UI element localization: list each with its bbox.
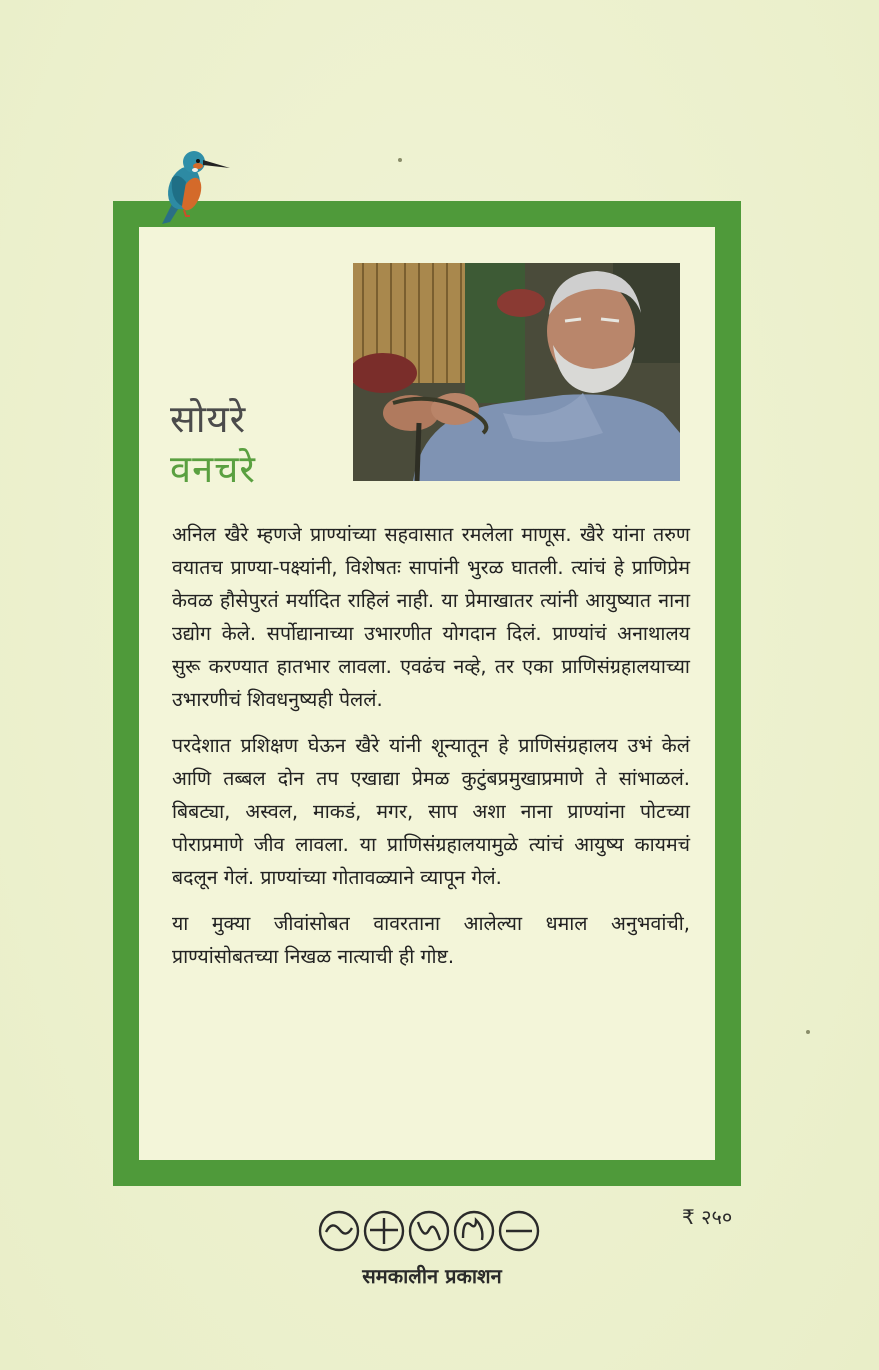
price: ₹ २५०: [682, 1205, 733, 1229]
blurb-paragraph-3: या मुक्या जीवांसोबत वावरताना आलेल्या धमाल अनुभवांची, प्राण्यांसोबतच्या निखळ नात्याची ही गोष्ट.: [172, 912, 690, 968]
speck: [398, 158, 402, 162]
book-title-line1: सोयरे: [170, 397, 247, 441]
kingfisher-icon: [158, 142, 232, 226]
blurb-paragraph-1: अनिल खैरे म्हणजे प्राण्यांच्या सहवासात रमलेला माणूस. खैरे यांना तरुण वयातच प्राण्या-पक्ष्यांनी, विशेषतः सापांनी भुरळ घातली. त्यांचं हे प्राणिप्रेम केवळ हौसेपुरतं मर्यादित राहिलं नाही. या प्रेमाखातर त्यांनी आयुष्यात नाना उद्योग केले. सर्पोद्यानाच्या उभारणीत योगदान दिलं. प्राण्यांचं अनाथालय सुरू करण्यात हातभार लावला. एवढंच नव्हे, तर एका प्राणिसंग्रहालयाच्या उभारणीचं शिवधनुष्यही पेललं.: [172, 523, 690, 711]
samakaleen-logo-icon: [318, 1210, 546, 1252]
speck: [806, 1030, 810, 1034]
blurb: [172, 518, 690, 986]
author-photo: [353, 263, 680, 481]
publisher-name: समकालीन प्रकाशन: [362, 1264, 502, 1288]
blurb-paragraph-2: परदेशात प्रशिक्षण घेऊन खैरे यांनी शून्यातून हे प्राणिसंग्रहालय उभं केलं आणि तब्बल दोन तप एखाद्या प्रेमळ कुटुंबप्रमुखाप्रमाणे ते सांभाळलं. बिबट्या, अस्वल, माकडं, मगर, साप अशा नाना प्राण्यांना पोटच्या पोराप्रमाणे जीव लावला. या प्राणिसंग्रहालयामुळे त्यांचं आयुष्य कायमचं बदलून गेलं. प्राण्यांच्या गोतावळ्याने व्यापून गेलं.: [172, 734, 690, 889]
book-title-line2: वनचरे: [170, 447, 256, 491]
